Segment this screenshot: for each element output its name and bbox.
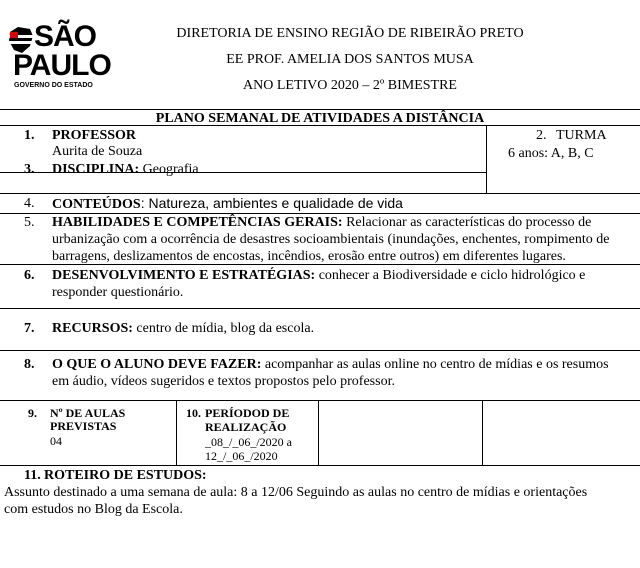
aulas-value: 04 bbox=[50, 434, 62, 448]
recursos-number: 7. bbox=[24, 321, 35, 336]
turma-value: 6 anos: A, B, C bbox=[508, 146, 594, 161]
habilidades-row bbox=[52, 214, 591, 231]
periodo-label-line1: PERÍODOD DE bbox=[205, 406, 290, 420]
habilidades-label: HABILIDADES E COMPETÊNCIAS GERAIS: bbox=[52, 215, 343, 230]
recursos-value: centro de mídia, blog da escola. bbox=[136, 321, 315, 336]
conteudos-label: CONTEÚDOS bbox=[52, 197, 141, 212]
header-school: EE PROF. AMELIA DOS SANTOS MUSA bbox=[226, 52, 474, 67]
desenvolvimento-line1: conhecer a Biodiversidade e ciclo hidrológico e bbox=[318, 268, 586, 283]
disciplina-number: 3. bbox=[24, 162, 35, 177]
professor-number: 1. bbox=[24, 128, 35, 143]
aluno-line1: acompanhar as aulas online no centro de mídias e os resumos bbox=[264, 357, 609, 372]
habilidades-line2: urbanização com a ocorrência de desastres socioambientais (inundações, enchentes, rompimento de bbox=[52, 232, 610, 247]
plan-title: PLANO SEMANAL DE ATIVIDADES A DISTÂNCIA bbox=[155, 111, 485, 126]
header-diretoria: DIRETORIA DE ENSINO REGIÃO DE RIBEIRÃO PRETO bbox=[176, 26, 524, 41]
logo-text-paulo: PAULO bbox=[13, 49, 111, 82]
recursos-label: RECURSOS: bbox=[52, 321, 133, 336]
recursos-row bbox=[52, 320, 314, 337]
header-year: ANO LETIVO 2020 – 2º BIMESTRE bbox=[243, 78, 457, 93]
habilidades-number: 5. bbox=[24, 215, 35, 230]
disciplina-value: Geografia bbox=[142, 162, 199, 177]
desenvolvimento-label: DESENVOLVIMENTO E ESTRATÉGIAS: bbox=[52, 268, 316, 283]
conteudos-value: : Natureza, ambientes e qualidade de vida bbox=[140, 195, 403, 211]
logo-text-governo: GOVERNO DO ESTADO bbox=[14, 82, 93, 89]
aulas-label-line1: Nº DE AULAS bbox=[50, 406, 126, 420]
roteiro-line2: com estudos no Blog da Escola. bbox=[4, 502, 183, 517]
turma-number: 2. bbox=[536, 128, 547, 143]
periodo-end-date: 12_/_06_/2020 bbox=[205, 449, 278, 463]
aluno-row bbox=[52, 356, 609, 373]
periodo-label-line2: REALIZAÇÃO bbox=[205, 420, 287, 434]
professor-label: PROFESSOR bbox=[52, 128, 137, 143]
turma-label: TURMA bbox=[556, 128, 607, 143]
roteiro-line1: Assunto destinado a uma semana de aula: 8 a 12/06 Seguindo as aulas no centro de mídias e orientações bbox=[4, 485, 588, 500]
desenvolvimento-line2: responder questionário. bbox=[52, 285, 184, 300]
aluno-line2: em áudio, vídeos sugeridos e textos propostos pelo professor. bbox=[52, 374, 395, 389]
aulas-number: 9. bbox=[28, 406, 37, 420]
aulas-label-line2: PREVISTAS bbox=[50, 419, 117, 433]
periodo-start-date: _08_/_06_/2020 a bbox=[205, 435, 292, 449]
logo-text-sao: SÃO bbox=[34, 20, 97, 53]
disciplina-label: DISCIPLINA: bbox=[52, 162, 140, 177]
desenvolvimento-number: 6. bbox=[24, 268, 35, 283]
aluno-number: 8. bbox=[24, 357, 35, 372]
aluno-label: O QUE O ALUNO DEVE FAZER: bbox=[52, 357, 262, 372]
habilidades-line1: Relacionar as características do processo de bbox=[346, 215, 592, 230]
desenvolvimento-row bbox=[52, 267, 585, 284]
sao-paulo-logo bbox=[8, 20, 111, 94]
professor-value: Aurita de Souza bbox=[52, 144, 143, 159]
disciplina-row bbox=[52, 161, 199, 178]
conteudos-row bbox=[52, 195, 403, 213]
roteiro-number: 11. bbox=[24, 468, 41, 483]
habilidades-line3: barragens, deslizamentos de encostas, incêndios, erosão entre outros) em diferentes lugares. bbox=[52, 249, 566, 264]
periodo-number: 10. bbox=[186, 406, 201, 420]
conteudos-number: 4. bbox=[24, 196, 35, 211]
roteiro-label: ROTEIRO DE ESTUDOS: bbox=[44, 468, 207, 483]
